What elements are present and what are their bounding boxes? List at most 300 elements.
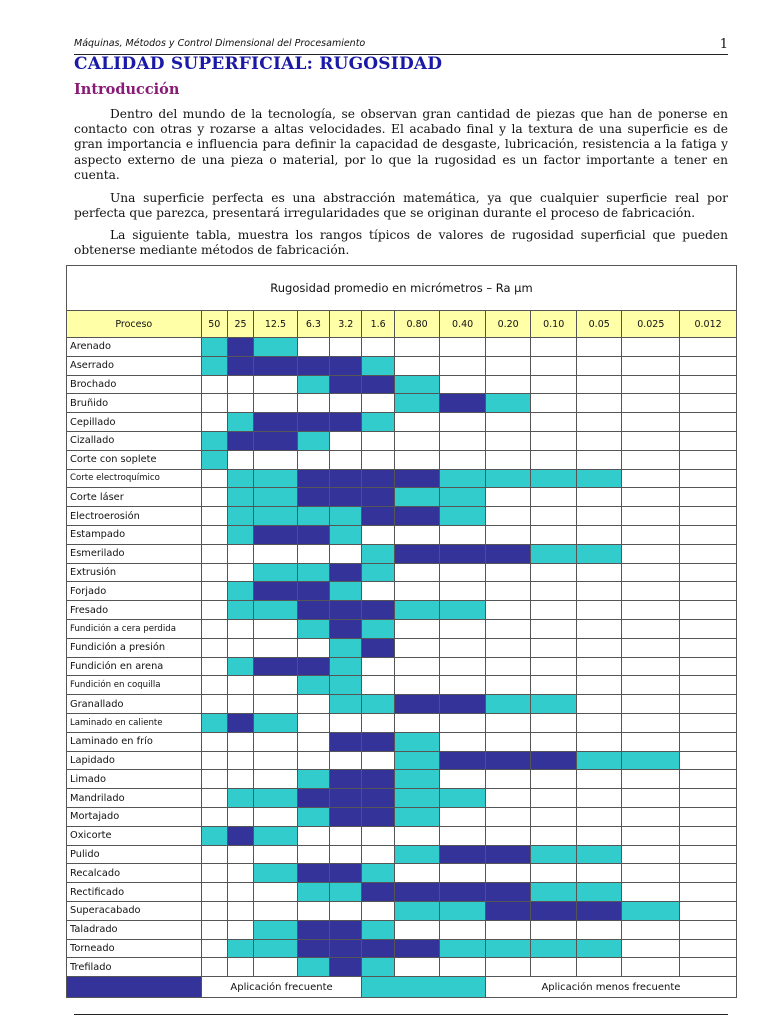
empty-cell xyxy=(680,732,737,751)
less-frequent-cell xyxy=(440,507,486,526)
less-frequent-cell xyxy=(394,845,440,864)
less-frequent-cell xyxy=(576,883,622,902)
less-frequent-cell xyxy=(330,582,362,601)
frequent-cell xyxy=(254,413,298,432)
process-name: Fundición en coquilla xyxy=(67,676,202,695)
less-frequent-cell xyxy=(362,619,394,638)
empty-cell xyxy=(531,601,577,620)
empty-cell xyxy=(531,375,577,394)
empty-cell xyxy=(485,770,531,789)
empty-cell xyxy=(362,525,394,544)
less-frequent-cell xyxy=(394,394,440,413)
empty-cell xyxy=(297,901,329,920)
less-frequent-cell xyxy=(394,488,440,507)
empty-cell xyxy=(362,450,394,469)
empty-cell xyxy=(576,413,622,432)
empty-cell xyxy=(201,901,227,920)
empty-cell xyxy=(680,713,737,732)
less-frequent-cell xyxy=(330,638,362,657)
empty-cell xyxy=(622,695,680,714)
process-name: Mortajado xyxy=(67,807,202,826)
empty-cell xyxy=(330,338,362,357)
empty-cell xyxy=(330,751,362,770)
table-row xyxy=(67,826,737,845)
empty-cell xyxy=(440,732,486,751)
empty-cell xyxy=(330,431,362,450)
frequent-cell xyxy=(485,544,531,563)
less-frequent-cell xyxy=(362,864,394,883)
empty-cell xyxy=(576,488,622,507)
empty-cell xyxy=(576,375,622,394)
process-name: Forjado xyxy=(67,582,202,601)
less-frequent-cell xyxy=(394,751,440,770)
frequent-cell xyxy=(297,488,329,507)
table-row xyxy=(67,469,737,488)
frequent-cell xyxy=(362,883,394,902)
empty-cell xyxy=(576,789,622,808)
less-frequent-cell xyxy=(254,469,298,488)
empty-cell xyxy=(201,807,227,826)
empty-cell xyxy=(680,845,737,864)
empty-cell xyxy=(576,431,622,450)
empty-cell xyxy=(394,619,440,638)
empty-cell xyxy=(297,751,329,770)
empty-cell xyxy=(297,713,329,732)
empty-cell xyxy=(440,619,486,638)
empty-cell xyxy=(622,920,680,939)
less-frequent-cell xyxy=(227,413,253,432)
process-name: Estampado xyxy=(67,525,202,544)
frequent-cell xyxy=(297,789,329,808)
empty-cell xyxy=(485,507,531,526)
roughness-column-header: 0.40 xyxy=(440,311,486,338)
table-row xyxy=(67,601,737,620)
table-row xyxy=(67,507,737,526)
empty-cell xyxy=(227,732,253,751)
empty-cell xyxy=(576,826,622,845)
empty-cell xyxy=(227,450,253,469)
empty-cell xyxy=(297,338,329,357)
empty-cell xyxy=(576,864,622,883)
empty-cell xyxy=(622,469,680,488)
frequent-cell xyxy=(254,525,298,544)
process-name: Bruñido xyxy=(67,394,202,413)
frequent-cell xyxy=(440,394,486,413)
empty-cell xyxy=(680,507,737,526)
frequent-cell xyxy=(531,751,577,770)
empty-cell xyxy=(485,413,531,432)
less-frequent-cell xyxy=(330,657,362,676)
empty-cell xyxy=(531,676,577,695)
empty-cell xyxy=(485,958,531,977)
empty-cell xyxy=(201,676,227,695)
empty-cell xyxy=(531,450,577,469)
empty-cell xyxy=(201,507,227,526)
empty-cell xyxy=(680,883,737,902)
empty-cell xyxy=(227,638,253,657)
less-frequent-cell xyxy=(227,525,253,544)
empty-cell xyxy=(201,394,227,413)
less-frequent-cell xyxy=(531,845,577,864)
empty-cell xyxy=(201,864,227,883)
frequent-cell xyxy=(362,732,394,751)
empty-cell xyxy=(531,619,577,638)
less-frequent-cell xyxy=(254,601,298,620)
empty-cell xyxy=(576,507,622,526)
table-header-row xyxy=(67,311,737,338)
roughness-column-header: 0.80 xyxy=(394,311,440,338)
table-row xyxy=(67,657,737,676)
empty-cell xyxy=(440,450,486,469)
intro-paragraph-1: Dentro del mundo de la tecnología, se observan gran cantidad de piezas que han de ponerse en contacto con otras y rozarse a altas velocidades. El acabado final y la textura de una superficie es de gran importancia e influencia para definir la capacidad de desgaste, lubricación, resistencia a la fatiga y aspecto externo de una pieza o material, por lo que la rugosidad es un factor importante a tener en cuenta. xyxy=(74,107,728,182)
empty-cell xyxy=(330,394,362,413)
empty-cell xyxy=(201,525,227,544)
less-frequent-cell xyxy=(531,939,577,958)
less-frequent-cell xyxy=(254,338,298,357)
empty-cell xyxy=(531,920,577,939)
empty-cell xyxy=(622,676,680,695)
empty-cell xyxy=(394,920,440,939)
process-name: Rectificado xyxy=(67,883,202,902)
empty-cell xyxy=(297,394,329,413)
less-frequent-cell xyxy=(362,920,394,939)
empty-cell xyxy=(622,864,680,883)
empty-cell xyxy=(622,413,680,432)
less-frequent-cell xyxy=(254,920,298,939)
table-row xyxy=(67,356,737,375)
table-row xyxy=(67,676,737,695)
less-frequent-cell xyxy=(201,356,227,375)
empty-cell xyxy=(485,619,531,638)
empty-cell xyxy=(201,601,227,620)
empty-cell xyxy=(201,939,227,958)
frequent-cell xyxy=(362,469,394,488)
empty-cell xyxy=(362,394,394,413)
empty-cell xyxy=(227,901,253,920)
table-row xyxy=(67,413,737,432)
empty-cell xyxy=(576,563,622,582)
less-frequent-cell xyxy=(330,525,362,544)
empty-cell xyxy=(680,657,737,676)
empty-cell xyxy=(330,826,362,845)
less-frequent-cell xyxy=(531,883,577,902)
table-row xyxy=(67,563,737,582)
empty-cell xyxy=(254,638,298,657)
legend-frequent-swatch xyxy=(67,977,202,998)
empty-cell xyxy=(680,413,737,432)
empty-cell xyxy=(485,356,531,375)
empty-cell xyxy=(680,826,737,845)
table-caption: Rugosidad promedio en micrómetros – Ra µm xyxy=(67,266,737,311)
empty-cell xyxy=(622,507,680,526)
frequent-cell xyxy=(362,807,394,826)
frequent-cell xyxy=(227,338,253,357)
empty-cell xyxy=(227,770,253,789)
less-frequent-cell xyxy=(576,845,622,864)
empty-cell xyxy=(440,413,486,432)
empty-cell xyxy=(531,807,577,826)
empty-cell xyxy=(362,751,394,770)
empty-cell xyxy=(330,901,362,920)
empty-cell xyxy=(531,338,577,357)
empty-cell xyxy=(201,958,227,977)
less-frequent-cell xyxy=(362,356,394,375)
empty-cell xyxy=(440,770,486,789)
empty-cell xyxy=(227,845,253,864)
empty-cell xyxy=(576,920,622,939)
legend-frequent-label: Aplicación frecuente xyxy=(201,977,362,998)
empty-cell xyxy=(531,732,577,751)
frequent-cell xyxy=(330,958,362,977)
less-frequent-cell xyxy=(330,507,362,526)
empty-cell xyxy=(201,732,227,751)
empty-cell xyxy=(531,789,577,808)
empty-cell xyxy=(227,807,253,826)
empty-cell xyxy=(485,431,531,450)
process-name: Aserrado xyxy=(67,356,202,375)
less-frequent-cell xyxy=(254,939,298,958)
empty-cell xyxy=(531,431,577,450)
frequent-cell xyxy=(394,695,440,714)
empty-cell xyxy=(254,676,298,695)
empty-cell xyxy=(330,544,362,563)
less-frequent-cell xyxy=(394,601,440,620)
less-frequent-cell xyxy=(297,507,329,526)
empty-cell xyxy=(254,845,298,864)
less-frequent-cell xyxy=(362,413,394,432)
frequent-cell xyxy=(330,619,362,638)
frequent-cell xyxy=(330,864,362,883)
empty-cell xyxy=(622,619,680,638)
roughness-column-header: 0.05 xyxy=(576,311,622,338)
empty-cell xyxy=(297,826,329,845)
process-name: Granallado xyxy=(67,695,202,714)
empty-cell xyxy=(201,695,227,714)
empty-cell xyxy=(440,431,486,450)
roughness-column-header: 12.5 xyxy=(254,311,298,338)
empty-cell xyxy=(576,770,622,789)
empty-cell xyxy=(440,582,486,601)
less-frequent-cell xyxy=(362,695,394,714)
table-row xyxy=(67,770,737,789)
empty-cell xyxy=(394,864,440,883)
empty-cell xyxy=(227,619,253,638)
empty-cell xyxy=(680,338,737,357)
less-frequent-cell xyxy=(227,507,253,526)
empty-cell xyxy=(297,450,329,469)
empty-cell xyxy=(680,563,737,582)
empty-cell xyxy=(680,958,737,977)
empty-cell xyxy=(576,676,622,695)
empty-cell xyxy=(680,601,737,620)
empty-cell xyxy=(394,676,440,695)
empty-cell xyxy=(576,582,622,601)
empty-cell xyxy=(485,563,531,582)
less-frequent-cell xyxy=(254,713,298,732)
empty-cell xyxy=(622,450,680,469)
empty-cell xyxy=(576,958,622,977)
empty-cell xyxy=(254,751,298,770)
empty-cell xyxy=(622,431,680,450)
less-frequent-cell xyxy=(330,883,362,902)
less-frequent-cell xyxy=(362,958,394,977)
footer-divider xyxy=(74,1014,728,1015)
process-name: Extrusión xyxy=(67,563,202,582)
empty-cell xyxy=(297,732,329,751)
roughness-column-header: 6.3 xyxy=(297,311,329,338)
less-frequent-cell xyxy=(227,488,253,507)
empty-cell xyxy=(440,807,486,826)
empty-cell xyxy=(485,920,531,939)
table-row xyxy=(67,431,737,450)
empty-cell xyxy=(201,789,227,808)
table-row xyxy=(67,375,737,394)
frequent-cell xyxy=(485,901,531,920)
frequent-cell xyxy=(362,939,394,958)
roughness-column-header: 3.2 xyxy=(330,311,362,338)
empty-cell xyxy=(297,638,329,657)
less-frequent-cell xyxy=(297,883,329,902)
less-frequent-cell xyxy=(254,563,298,582)
frequent-cell xyxy=(362,770,394,789)
legend-less-frequent-swatch xyxy=(362,977,485,998)
frequent-cell xyxy=(297,525,329,544)
process-name: Fundición a presión xyxy=(67,638,202,657)
empty-cell xyxy=(440,920,486,939)
empty-cell xyxy=(485,488,531,507)
process-name: Lapidado xyxy=(67,751,202,770)
empty-cell xyxy=(680,469,737,488)
empty-cell xyxy=(254,770,298,789)
frequent-cell xyxy=(330,563,362,582)
table-row xyxy=(67,394,737,413)
empty-cell xyxy=(622,601,680,620)
empty-cell xyxy=(531,525,577,544)
less-frequent-cell xyxy=(440,789,486,808)
less-frequent-cell xyxy=(330,695,362,714)
empty-cell xyxy=(362,713,394,732)
document-title: CALIDAD SUPERFICIAL: RUGOSIDAD xyxy=(74,54,443,74)
empty-cell xyxy=(227,883,253,902)
empty-cell xyxy=(531,657,577,676)
less-frequent-cell xyxy=(201,338,227,357)
process-name: Fresado xyxy=(67,601,202,620)
empty-cell xyxy=(227,958,253,977)
less-frequent-cell xyxy=(485,939,531,958)
empty-cell xyxy=(622,807,680,826)
frequent-cell xyxy=(330,789,362,808)
roughness-column-header: 0.20 xyxy=(485,311,531,338)
less-frequent-cell xyxy=(394,807,440,826)
frequent-cell xyxy=(297,657,329,676)
table-row xyxy=(67,845,737,864)
less-frequent-cell xyxy=(297,431,329,450)
intro-paragraph-2: Una superficie perfecta es una abstracción matemática, ya que cualquier superficie real por perfecta que parezca, presentará irregularidades que se originan durante el proceso de fabricación. xyxy=(74,191,728,221)
empty-cell xyxy=(531,638,577,657)
empty-cell xyxy=(227,695,253,714)
empty-cell xyxy=(531,826,577,845)
empty-cell xyxy=(680,807,737,826)
frequent-cell xyxy=(485,883,531,902)
empty-cell xyxy=(485,732,531,751)
empty-cell xyxy=(485,601,531,620)
empty-cell xyxy=(440,826,486,845)
frequent-cell xyxy=(254,356,298,375)
empty-cell xyxy=(576,807,622,826)
frequent-cell xyxy=(394,469,440,488)
empty-cell xyxy=(362,826,394,845)
empty-cell xyxy=(622,375,680,394)
empty-cell xyxy=(440,657,486,676)
less-frequent-cell xyxy=(297,676,329,695)
table-row xyxy=(67,789,737,808)
empty-cell xyxy=(531,413,577,432)
empty-cell xyxy=(254,394,298,413)
empty-cell xyxy=(254,807,298,826)
less-frequent-cell xyxy=(394,770,440,789)
process-name: Esmerilado xyxy=(67,544,202,563)
table-row xyxy=(67,713,737,732)
process-name: Laminado en caliente xyxy=(67,713,202,732)
frequent-cell xyxy=(394,507,440,526)
frequent-cell xyxy=(394,939,440,958)
empty-cell xyxy=(201,375,227,394)
empty-cell xyxy=(531,770,577,789)
empty-cell xyxy=(394,525,440,544)
empty-cell xyxy=(227,864,253,883)
less-frequent-cell xyxy=(227,582,253,601)
less-frequent-cell xyxy=(201,431,227,450)
less-frequent-cell xyxy=(227,469,253,488)
empty-cell xyxy=(254,958,298,977)
empty-cell xyxy=(622,638,680,657)
empty-cell xyxy=(297,845,329,864)
less-frequent-cell xyxy=(297,807,329,826)
empty-cell xyxy=(485,582,531,601)
table-row xyxy=(67,544,737,563)
empty-cell xyxy=(254,544,298,563)
empty-cell xyxy=(576,695,622,714)
frequent-cell xyxy=(485,751,531,770)
frequent-cell xyxy=(297,920,329,939)
empty-cell xyxy=(254,732,298,751)
empty-cell xyxy=(680,789,737,808)
roughness-column-header: 1.6 xyxy=(362,311,394,338)
empty-cell xyxy=(201,657,227,676)
frequent-cell xyxy=(330,807,362,826)
less-frequent-cell xyxy=(254,864,298,883)
empty-cell xyxy=(254,450,298,469)
empty-cell xyxy=(394,958,440,977)
table-row xyxy=(67,488,737,507)
empty-cell xyxy=(394,582,440,601)
process-name: Electroerosión xyxy=(67,507,202,526)
less-frequent-cell xyxy=(576,751,622,770)
table-row xyxy=(67,920,737,939)
process-name: Taladrado xyxy=(67,920,202,939)
empty-cell xyxy=(485,375,531,394)
empty-cell xyxy=(227,544,253,563)
process-name: Limado xyxy=(67,770,202,789)
frequent-cell xyxy=(330,732,362,751)
frequent-cell xyxy=(330,356,362,375)
empty-cell xyxy=(227,394,253,413)
empty-cell xyxy=(680,394,737,413)
table-row xyxy=(67,338,737,357)
roughness-column-header: 25 xyxy=(227,311,253,338)
less-frequent-cell xyxy=(485,469,531,488)
empty-cell xyxy=(201,413,227,432)
